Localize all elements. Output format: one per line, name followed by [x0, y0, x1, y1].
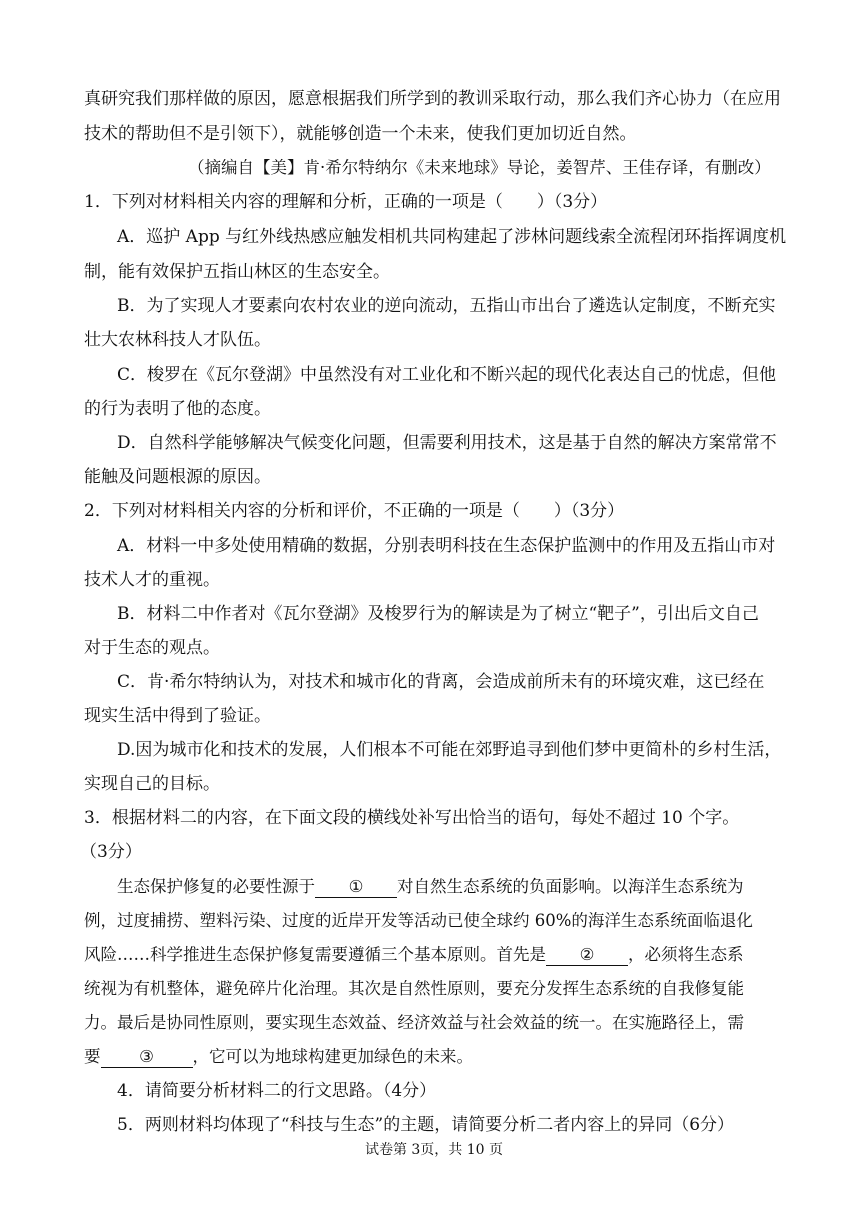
q3-passage-line-4: 统视为有机整体，避免碎片化治理。其次是自然性原则，要充分发挥生态系统的自我修复能 [84, 979, 744, 998]
q2-option-d-line-2: 实现自己的目标。 [84, 774, 220, 794]
q3-passage-line-1 [117, 876, 744, 898]
q2-stem: 2．下列对材料相关内容的分析和评价，不正确的一项是（ ）（3分） [84, 501, 625, 521]
material-tail-line-1: 真研究我们那样做的原因，愿意根据我们所学到的教训采取行动，那么我们齐心协力（在应用 [84, 89, 781, 109]
q1-option-a-line-1: A．巡护 App 与红外线热感应触发相机共同构建起了涉林问题线索全流程闭环指挥调度机 [117, 227, 787, 247]
q3-passage-line-6 [84, 1046, 473, 1068]
q4-stem: 4．请简要分析材料二的行文思路。（4分） [117, 1081, 437, 1101]
q1-stem: 1．下列对材料相关内容的理解和分析，正确的一项是（ ）（3分） [84, 192, 608, 212]
q3-p3-suffix: ，必须将生态系 [628, 945, 744, 964]
q5-stem: 5．两则材料均体现了“科技与生态”的主题，请简要分析二者内容上的异同（6分） [117, 1115, 735, 1135]
q2-option-c-line-2: 现实生活中得到了验证。 [84, 706, 271, 726]
q2-option-b-line-1: B．材料二中作者对《瓦尔登湖》及梭罗行为的解读是为了树立“靶子”，引出后文自己 [117, 604, 759, 624]
q2-option-a-line-1: A．材料一中多处使用精确的数据，分别表明科技在生态保护监测中的作用及五指山市对 [117, 536, 776, 556]
q1-option-b-line-1: B．为了实现人才要素向农村农业的逆向流动，五指山市出台了遴选认定制度，不断充实 [117, 296, 776, 316]
q3-p6-prefix: 要 [84, 1047, 101, 1066]
page-footer: 试卷第 3页，共 10 页 [364, 1142, 504, 1158]
fill-blank-1[interactable]: ① [315, 877, 397, 898]
q1-option-c-line-2: 的行为表明了他的态度。 [84, 399, 271, 419]
q3-passage-line-3 [84, 944, 744, 966]
q2-option-a-line-2: 技术人才的重视。 [84, 570, 220, 590]
q2-option-c-line-1: C．肯·希尔特纳认为，对技术和城市化的背离，会造成前所未有的环境灾难，这已经在 [117, 672, 765, 692]
q3-stem: 3．根据材料二的内容，在下面文段的横线处补写出恰当的语句，每处不超过 10 个字。 [84, 808, 740, 828]
q3-passage-line-5: 力。最后是协同性原则，要实现生态效益、经济效益与社会效益的统一。在实施路径上，需 [84, 1013, 744, 1032]
q1-option-a-line-2: 制，能有效保护五指山林区的生态安全。 [84, 262, 390, 282]
q3-passage-line-2: 例，过度捕捞、塑料污染、过度的近岸开发等活动已使全球约 60%的海洋生态系统面临退化 [84, 911, 753, 930]
q3-p3-prefix: 风险……科学推进生态保护修复需要遵循三个基本原则。首先是 [84, 945, 546, 964]
q2-option-b-line-2: 对于生态的观点。 [84, 638, 220, 658]
q1-option-c-line-1: C．梭罗在《瓦尔登湖》中虽然没有对工业化和不断兴起的现代化表达自己的忧虑，但他 [117, 365, 777, 385]
q3-p6-suffix: ，它可以为地球构建更加绿色的未来。 [192, 1047, 473, 1066]
fill-blank-3[interactable]: ③ [101, 1047, 193, 1068]
q3-p1-prefix: 生态保护修复的必要性源于 [117, 877, 315, 896]
q1-option-b-line-2: 壮大农林科技人才队伍。 [84, 330, 271, 350]
q1-option-d-line-1: D．自然科学能够解决气候变化问题，但需要利用技术，这是基于自然的解决方案常常不 [117, 433, 777, 453]
material-source: （摘编自【美】肯·希尔特纳尔《未来地球》导论，姜智芹、王佳存译，有删改） [188, 158, 771, 177]
fill-blank-2[interactable]: ② [546, 945, 628, 966]
q2-option-d-line-1: D.因为城市化和技术的发展，人们根本不可能在郊野追寻到他们梦中更简朴的乡村生活， [117, 740, 782, 760]
q3-p1-suffix: 对自然生态系统的负面影响。以海洋生态系统为 [397, 877, 744, 896]
q1-option-d-line-2: 能触及问题根源的原因。 [84, 467, 271, 487]
material-tail-line-2: 技术的帮助但不是引领下），就能够创造一个未来，使我们更加切近自然。 [84, 124, 637, 144]
q3-score: （3分） [80, 842, 142, 862]
